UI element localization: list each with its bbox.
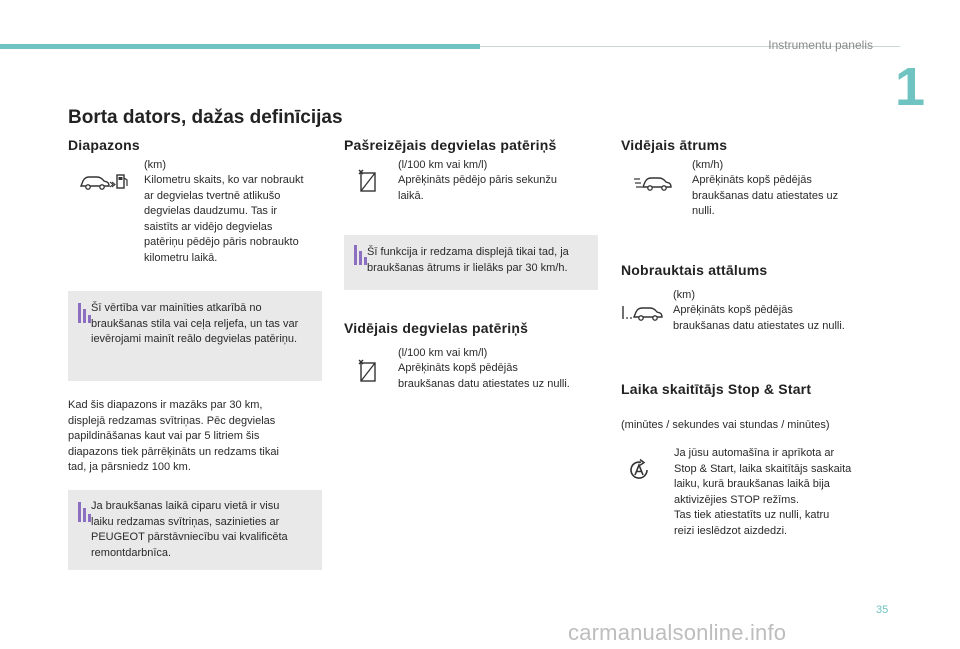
info-bars-icon (78, 502, 90, 522)
stop-start-description: Ja jūsu automašīna ir aprīkota ar Stop & Start, laika skaitītājs saskaita laiku, kurā braukšanas laikā bija aktivizējies STOP režīms. Tas tiek atiestatīts uz nulli, katru reizi ieslēdzot aizdedzi. (674, 447, 852, 537)
moving-car-icon (634, 174, 672, 192)
current-consumption-unit: (l/100 km vai km/l) (398, 159, 488, 171)
car-distance-icon (622, 304, 664, 322)
fuel-gauge-icon (358, 169, 378, 193)
heading-current-consumption: Pašreizējais degvielas patēriņš (344, 137, 557, 153)
note-box-dashes: Ja braukšanas laikā ciparu vietā ir visu laiku redzamas svītriņas, sazinieties ar PEUGEOT pārstāvniecību vai kvalificēta remontdarbnīca. (68, 490, 322, 570)
range-description: Kilometru skaits, ko var nobraukt ar degvielas tvertnē atlikušo degvielas daudzumu. Tas ir saistīts ar vidējo degvielas patēriņu pēdējo pāris nobraukto kilometru laikā. (144, 174, 304, 264)
heading-range: Diapazons (68, 137, 140, 153)
average-speed-unit: (km/h) (692, 159, 724, 171)
distance-description: Aprēķināts kopš pēdējās braukšanas datu atiestates uz nulli. (673, 304, 845, 332)
note-box-speed: Šī funkcija ir redzama displejā tikai tad, ja braukšanas ātrums ir lielāks par 30 km/h. (344, 235, 598, 290)
average-consumption-unit: (l/100 km vai km/l) (398, 347, 488, 359)
info-bars-icon (354, 245, 366, 265)
range-paragraph: Kad šis diapazons ir mazāks par 30 km, displejā redzamas svītriņas. Pēc degvielas papildināšanas kaut vai par 5 litriem šis diapazons tiek pārrēķināts un redzams tikai tad, ja pārsniedz 100 km. (68, 399, 279, 473)
distance-unit: (km) (673, 289, 695, 301)
section-title: Instrumentu panelis (768, 38, 873, 52)
average-consumption-description: Aprēķināts kopš pēdējās braukšanas datu atiestates uz nulli. (398, 362, 570, 390)
heading-distance: Nobrauktais attālums (621, 262, 768, 278)
watermark: carmanualsonline.info (568, 620, 787, 645)
car-fuel-pump-icon (79, 172, 129, 192)
note-box-range: Šī vērtība var mainīties atkarībā no braukšanas stila vai ceļa reljefa, un tas var ievērojami mainīt reālo degvielas patēriņu. (68, 291, 322, 381)
info-bars-icon (78, 303, 90, 323)
fuel-gauge-icon (358, 359, 378, 383)
page-number: 35 (876, 604, 889, 616)
heading-stop-start: Laika skaitītājs Stop & Start (621, 381, 812, 397)
chapter-number: 1 (895, 57, 926, 117)
heading-average-speed: Vidējais ātrums (621, 137, 728, 153)
heading-average-consumption: Vidējais degvielas patēriņš (344, 320, 529, 336)
average-speed-description: Aprēķināts kopš pēdējās braukšanas datu atiestates uz nulli. (692, 174, 839, 217)
header-accent-bar (0, 44, 480, 49)
range-unit: (km) (144, 159, 166, 171)
stop-start-A-icon (627, 458, 651, 482)
current-consumption-description: Aprēķināts pēdējo pāris sekunžu laikā. (398, 174, 557, 202)
page-title: Borta dators, dažas definīcijas (68, 107, 343, 128)
stop-start-units: (minūtes / sekundes vai stundas / minūtes) (621, 419, 830, 431)
